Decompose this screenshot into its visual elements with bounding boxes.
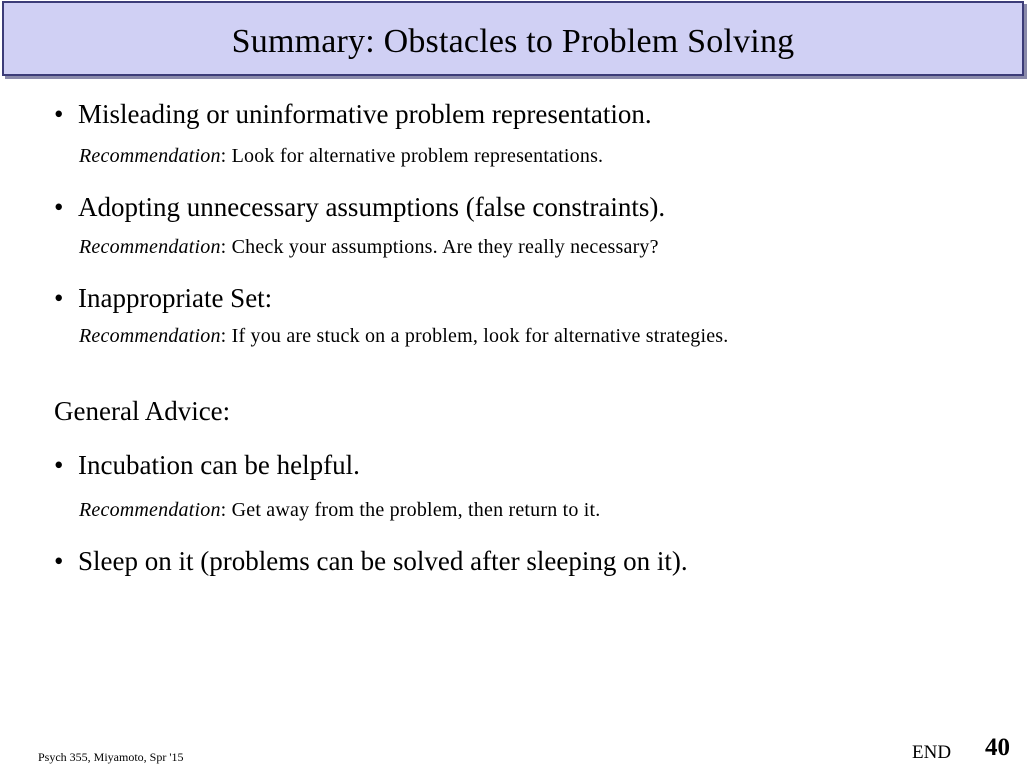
obstacle-text: Misleading or uninformative problem representation. bbox=[78, 99, 652, 129]
advice-item bbox=[54, 546, 688, 577]
bullet-icon: • bbox=[54, 546, 64, 576]
page-number: 40 bbox=[985, 734, 1010, 761]
recommendation bbox=[79, 499, 601, 522]
end-label: END bbox=[912, 742, 952, 763]
obstacle-item bbox=[54, 283, 272, 314]
recommendation bbox=[79, 325, 729, 348]
recommendation bbox=[79, 145, 603, 168]
recommendation-label: Recommendation bbox=[79, 325, 221, 347]
obstacle-item bbox=[54, 99, 652, 130]
recommendation-label: Recommendation bbox=[79, 145, 221, 167]
footer-course: Psych 355, Miyamoto, Spr '15 bbox=[38, 750, 184, 764]
obstacle-text: Inappropriate Set: bbox=[78, 283, 273, 313]
recommendation-text: : Get away from the problem, then return to it. bbox=[220, 499, 601, 521]
bullet-icon: • bbox=[54, 283, 64, 313]
recommendation-text: : Look for alternative problem representations. bbox=[220, 145, 604, 167]
obstacle-item bbox=[54, 192, 665, 223]
advice-text: Incubation can be helpful. bbox=[78, 450, 360, 480]
recommendation-text: : If you are stuck on a problem, look for alternative strategies. bbox=[220, 325, 729, 347]
recommendation-text: : Check your assumptions. Are they really necessary? bbox=[220, 236, 659, 258]
recommendation-label: Recommendation bbox=[79, 499, 221, 521]
bullet-icon: • bbox=[54, 192, 64, 222]
bullet-icon: • bbox=[54, 99, 64, 129]
slide-title: Summary: Obstacles to Problem Solving bbox=[231, 23, 795, 60]
title-box bbox=[2, 1, 1024, 76]
obstacle-text: Adopting unnecessary assumptions (false constraints). bbox=[78, 192, 666, 222]
advice-text: Sleep on it (problems can be solved after sleeping on it). bbox=[78, 546, 688, 576]
recommendation bbox=[79, 236, 659, 259]
general-advice-heading: General Advice: bbox=[54, 396, 231, 426]
advice-item bbox=[54, 450, 360, 481]
bullet-icon: • bbox=[54, 450, 64, 480]
recommendation-label: Recommendation bbox=[79, 236, 221, 258]
